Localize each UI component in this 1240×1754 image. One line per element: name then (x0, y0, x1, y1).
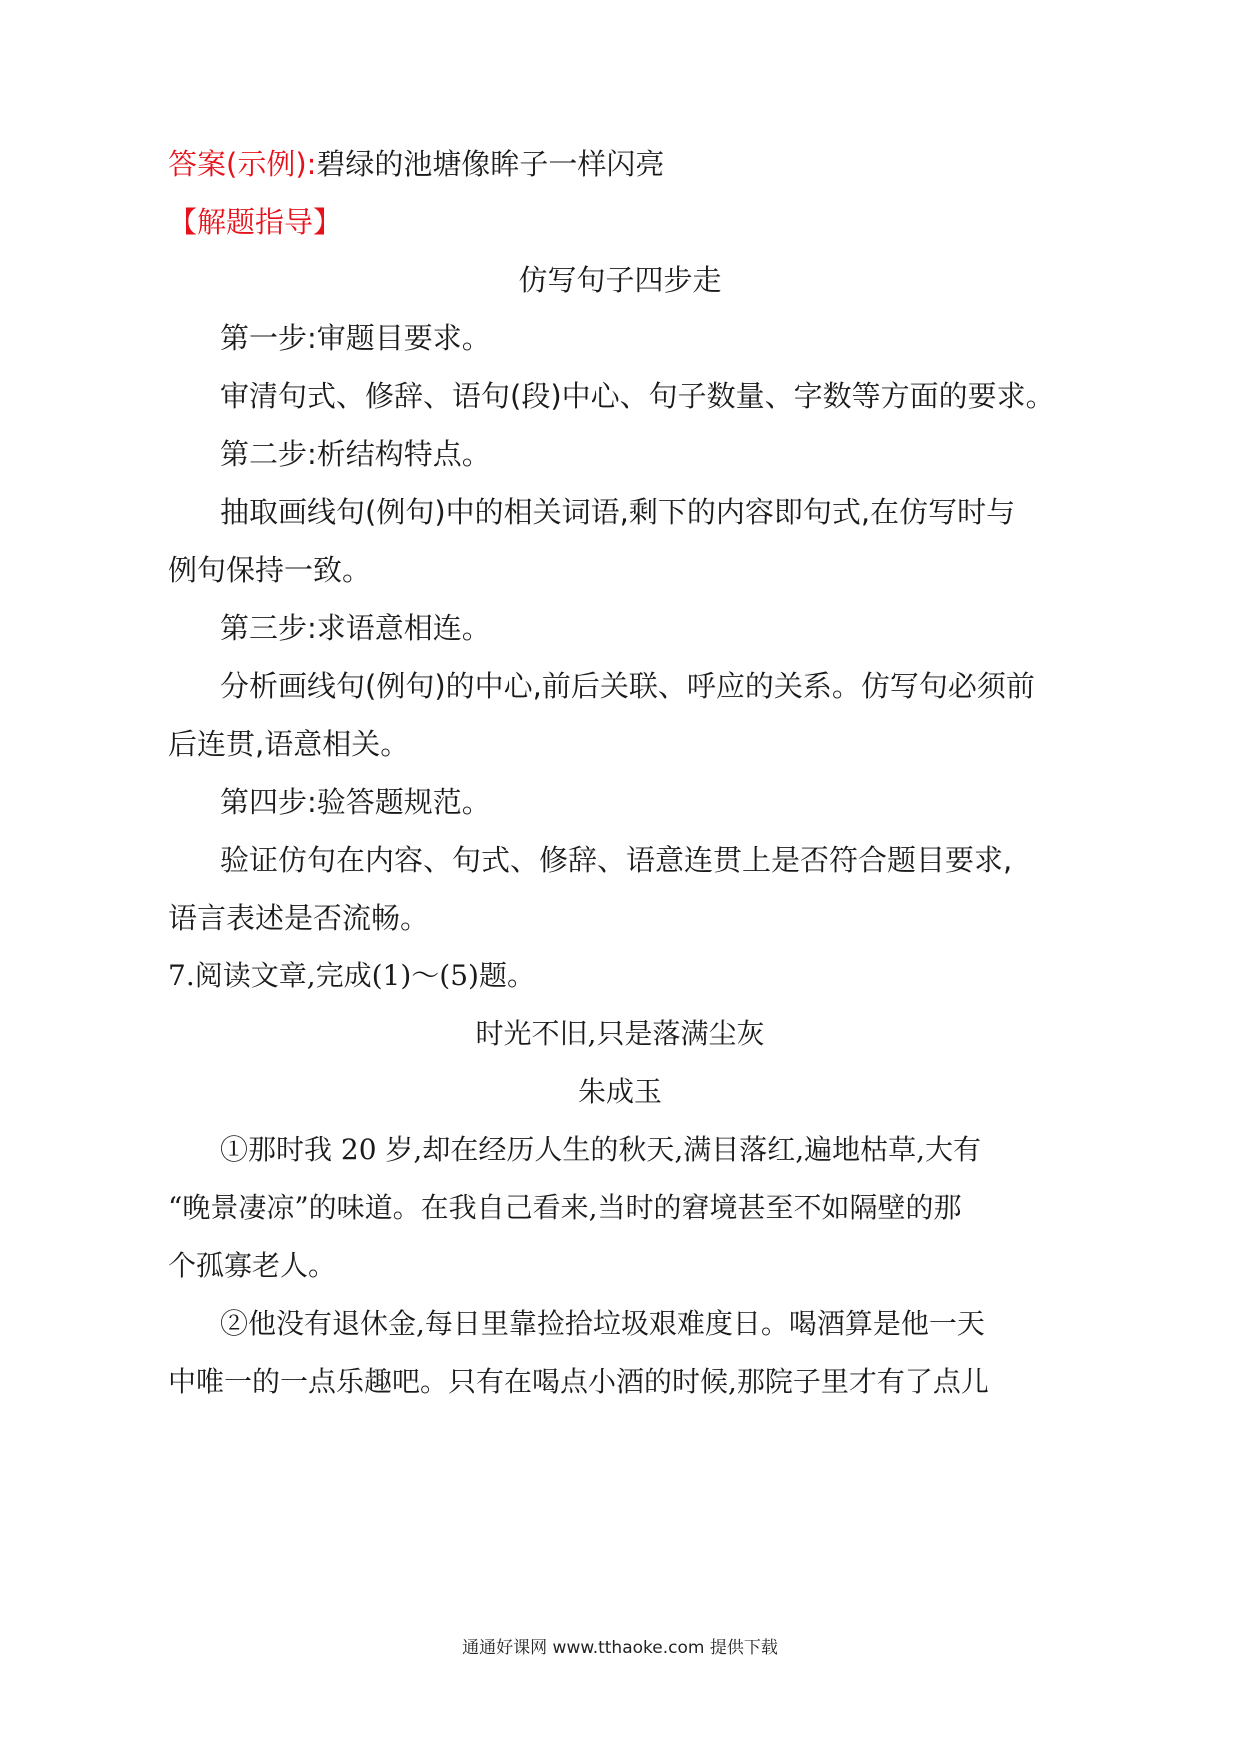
guide-title: 仿写句子四步走 (518, 263, 722, 297)
step4-title: 第四步:验答题规范。 (220, 785, 491, 819)
question-prompt: 7.阅读文章,完成(1)～(5)题。 (168, 959, 535, 992)
step3-body-line2: 后连贯,语意相关。 (168, 727, 410, 761)
step4-body-line2: 语言表述是否流畅。 (168, 901, 430, 935)
step3-body-line1: 分析画线句(例句)的中心,前后关联、呼应的关系。仿写句必须前 (220, 669, 1035, 703)
paragraph1-line1: ①那时我 20 岁,却在经历人生的秋天,满目落红,遍地枯草,大有 (220, 1133, 982, 1166)
paragraph1-line2: “晚景凄凉”的味道。在我自己看来,当时的窘境甚至不如隔壁的那 (168, 1191, 962, 1224)
step2-body-line1: 抽取画线句(例句)中的相关词语,剩下的内容即句式,在仿写时与 (220, 495, 1016, 529)
paragraph2-line1: ②他没有退休金,每日里靠捡拾垃圾艰难度日。喝酒算是他一天 (220, 1307, 985, 1340)
page-footer: 通通好课网 www.tthaoke.com 提供下载 (462, 1638, 778, 1658)
answer-line (168, 144, 664, 184)
paragraph1-line3: 个孤寡老人。 (168, 1249, 337, 1282)
step2-body-line2: 例句保持一致。 (168, 553, 372, 587)
step4-body-line1: 验证仿句在内容、句式、修辞、语意连贯上是否符合题目要求, (220, 843, 1013, 877)
article-author: 朱成玉 (577, 1075, 662, 1108)
step1-title: 第一步:审题目要求。 (220, 321, 491, 355)
step3-title: 第三步:求语意相连。 (220, 611, 491, 645)
article-title: 时光不旧,只是落满尘灰 (475, 1017, 765, 1050)
paragraph2-line2: 中唯一的一点乐趣吧。只有在喝点小酒的时候,那院子里才有了点儿 (168, 1365, 989, 1398)
step2-title: 第二步:析结构特点。 (220, 437, 491, 471)
step1-body: 审清句式、修辞、语句(段)中心、句子数量、字数等方面的要求。 (220, 379, 1055, 413)
guide-header: 【解题指导】 (168, 205, 343, 239)
answer-text: 碧绿的池塘像眸子一样闪亮 (316, 147, 665, 181)
answer-label: 答案(示例): (168, 147, 317, 181)
